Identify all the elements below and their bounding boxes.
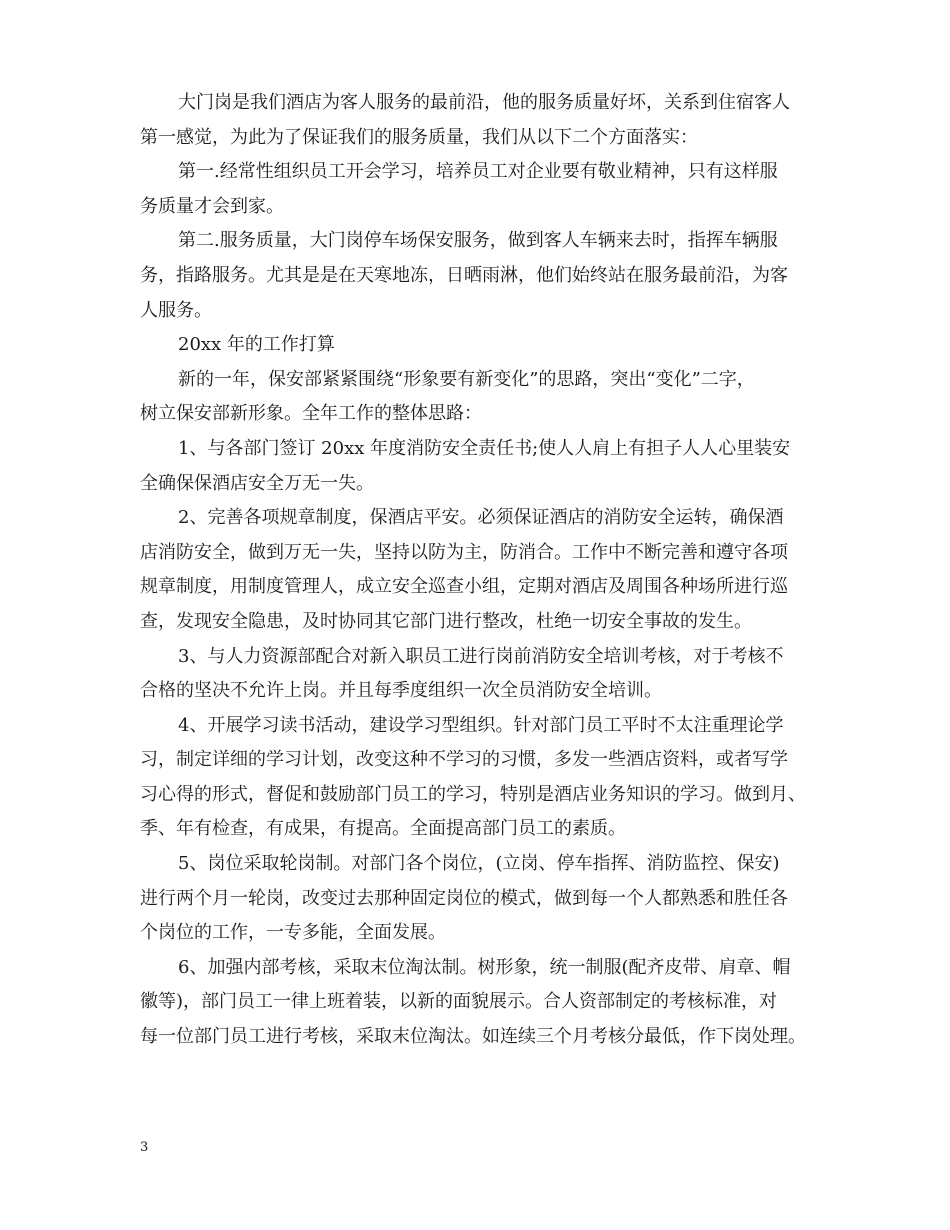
text-line: 人服务。 <box>140 299 212 321</box>
text-line: 新的一年，保安部紧紧围绕“形象要有新变化”的思路，突出“变化”二字， <box>178 368 755 390</box>
text-line: 店消防安全，做到万无一失，坚持以防为主，防消合。工作中不断完善和遵守各项 <box>140 541 788 563</box>
text-line: 3、与人力资源部配合对新入职员工进行岗前消防安全培训考核，对于考核不 <box>178 645 784 667</box>
text-line: 习，制定详细的学习计划，改变这种不学习的习惯，多发一些酒店资料，或者写学 <box>140 749 788 771</box>
document-body <box>140 86 826 1055</box>
text-line: 大门岗是我们酒店为客人服务的最前沿，他的服务质量好坏，关系到住宿客人 <box>178 92 790 113</box>
text-line: 6、加强内部考核，采取末位淘汰制。树形象，统一制服(配齐皮带、肩章、帽 <box>178 956 791 978</box>
text-line: 季、年有检查，有成果，有提高。全面提高部门员工的素质。 <box>140 818 626 840</box>
text-line: 4、开展学习读书活动，建设学习型组织。针对部门员工平时不太注重理论学 <box>178 714 784 736</box>
text-line: 2、完善各项规章制度，保酒店平安。必须保证酒店的消防安全运转，确保酒 <box>178 507 784 529</box>
text-line: 务质量才会到家。 <box>140 195 284 217</box>
text-line: 5、岗位采取轮岗制。对部门各个岗位，(立岗、停车指挥、消防监控、保安) <box>178 853 780 875</box>
text-line: 进行两个月一轮岗，改变过去那种固定岗位的模式，做到每一个人都熟悉和胜任各 <box>140 887 788 909</box>
page-number: 3 <box>140 1140 149 1155</box>
text-line: 1、与各部门签订 20xx 年度消防安全责任书;使人人肩上有担子人人心里装安 <box>178 437 791 459</box>
text-line: 徽等)，部门员工一律上班着装，以新的面貌展示。合人资部制定的考核标准，对 <box>140 991 778 1013</box>
section-heading: 20xx 年的工作打算 <box>178 334 335 356</box>
text-line: 务，指路服务。尤其是是在天寒地冻，日晒雨淋，他们始终站在服务最前沿，为客 <box>140 264 788 286</box>
text-line: 查，发现安全隐患，及时协同其它部门进行整改，杜绝一切安全事故的发生。 <box>140 610 752 632</box>
text-line: 合格的坚决不允许上岗。并且每季度组织一次全员消防安全培训。 <box>140 680 662 702</box>
text-line: 第一感觉，为此为了保证我们的服务质量，我们从以下二个方面落实： <box>140 126 698 148</box>
text-line: 规章制度，用制度管理人，成立安全巡查小组，定期对酒店及周围各种场所进行巡 <box>140 576 788 598</box>
text-line: 第一.经常性组织员工开会学习，培养员工对企业要有敬业精神，只有这样服 <box>178 161 778 183</box>
text-line: 树立保安部新形象。全年工作的整体思路： <box>140 403 482 425</box>
text-line: 第二.服务质量，大门岗停车场保安服务，做到客人车辆来去时，指挥车辆服 <box>178 230 778 252</box>
text-line: 习心得的形式，督促和鼓励部门员工的学习，特别是酒店业务知识的学习。做到月、 <box>140 783 806 805</box>
text-line: 全确保保酒店安全万无一失。 <box>140 472 374 494</box>
text-line: 个岗位的工作，一专多能，全面发展。 <box>140 922 446 944</box>
text-line: 每一位部门员工进行考核，采取末位淘汰。如连续三个月考核分最低，作下岗处理。 <box>140 1026 806 1048</box>
